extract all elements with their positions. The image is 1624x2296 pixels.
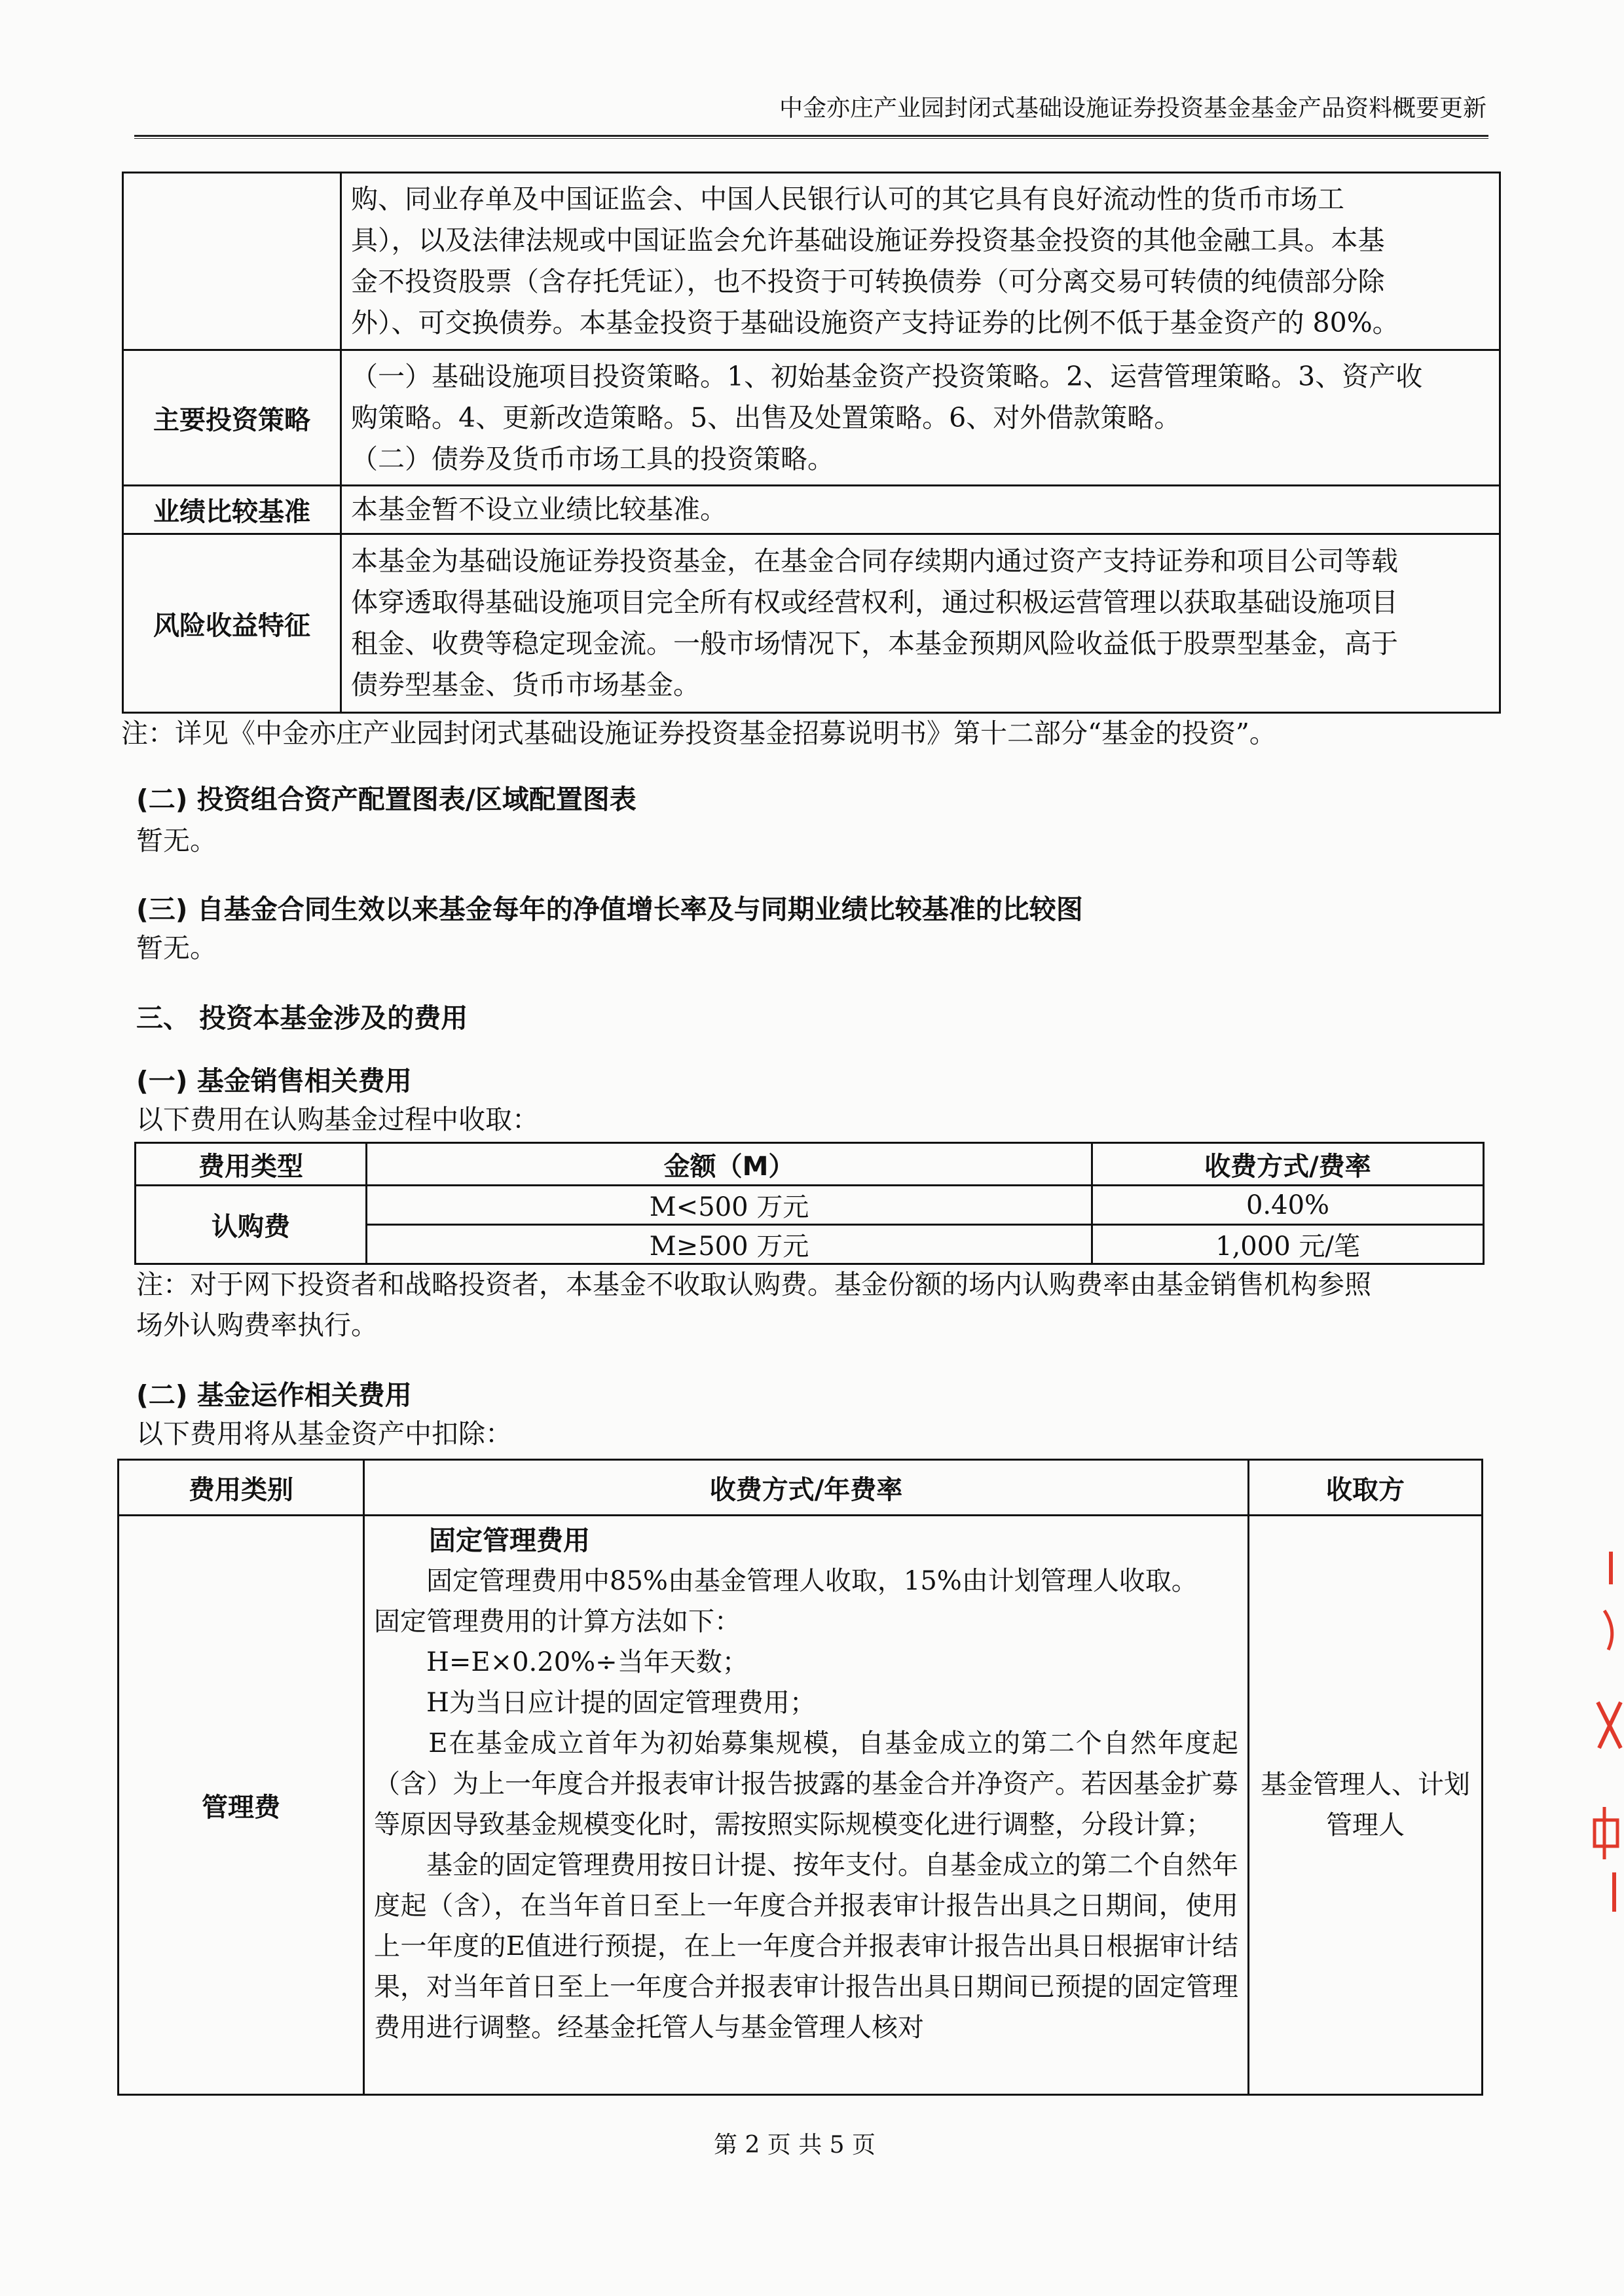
section-allocation-body: 暂无。 — [136, 825, 217, 856]
paragraph: H为当日应计提的固定管理费用； — [374, 1688, 816, 1718]
page-number: 第 2 页 共 5 页 — [714, 2132, 876, 2159]
sales-fee-title: (一) 基金销售相关费用 — [136, 1065, 412, 1097]
table-row — [123, 486, 1500, 534]
sales-note-line2: 场外认购费率执行。 — [136, 1309, 378, 1341]
mgmt-fee-receiver: 基金管理人、计划 管理人 — [1249, 1516, 1483, 2095]
mgmt-fee-body — [364, 1516, 1249, 2095]
part3-title: 三、 投资本基金涉及的费用 — [136, 1002, 468, 1034]
row-content: 购、同业存单及中国证监会、中国人民银行认可的其它具有良好流动性的货币市场工 具），以及法律法规或中国证监会允许基础设施证券投资基金投资的其他金融工具。本基 金不投资股票（含存托凭证），也不投资于可转换债券（可分离交易可转债的纯债部分除 外）、可交换债券。本基金投资于基础设施资产支持证券的比例不低于基金资产的 80%。 — [341, 173, 1500, 350]
rate-cell: 0.40% — [1092, 1186, 1484, 1225]
row-content: 本基金为基础设施证券投资基金，在基金合同存续期内通过资产支持证券和项目公司等载 体穿透取得基础设施项目完全所有权或经营权利，通过积极运营管理以获取基础设施项目 租金、收费等稳定现金流。一般市场情况下，本基金预期风险收益低于股票型基金，高于 债券型基金、货币市场基金。 — [341, 534, 1500, 713]
table-row — [136, 1186, 1484, 1225]
table-row — [123, 350, 1500, 486]
sales-fee-intro: 以下费用在认购基金过程中收取： — [136, 1104, 539, 1135]
paragraph: 固定管理费用的计算方法如下： — [374, 1607, 741, 1637]
seal-fragment-icon — [1585, 1532, 1624, 1925]
row-content: （一）基础设施项目投资策略。1、初始基金资产投资策略。2、运营管理策略。3、资产收 购策略。4、更新改造策略。5、出售及处置策略。6、对外借款策略。 （二）债券及货币市场工具的投资策略。 — [341, 350, 1500, 486]
fund-info-table — [122, 172, 1501, 714]
section-allocation-title: (二) 投资组合资产配置图表/区域配置图表 — [136, 784, 637, 815]
table-header-row — [119, 1460, 1483, 1516]
mgmt-fee-subtitle: 固定管理费用 — [429, 1525, 590, 1556]
header-fee-type: 费用类型 — [136, 1143, 367, 1186]
header-rule-thin — [134, 138, 1488, 139]
header-rule — [134, 135, 1488, 137]
paragraph: 固定管理费用中85%由基金管理人收取，15%由计划管理人收取。 — [374, 1566, 1198, 1596]
section-growth-title: (三) 自基金合同生效以来基金每年的净值增长率及与同期业绩比较基准的比较图 — [136, 894, 1083, 925]
ops-fee-intro: 以下费用将从基金资产中扣除： — [136, 1418, 512, 1449]
rate-cell: 1,000 元/笔 — [1092, 1225, 1484, 1264]
header-rate: 收费方式/费率 — [1092, 1143, 1484, 1186]
row-label-strategy: 主要投资策略 — [123, 350, 341, 486]
paragraph: E在基金成立首年为初始募集规模，自基金成立的第二个自然年度起（含）为上一年度合并报表审计报告披露的基金合并净资产。若因基金扩募等原因导致基金规模变化时，需按照实际规模变化进行调整，分段计算； — [374, 1728, 1238, 1840]
sales-note-line1: 注：对于网下投资者和战略投资者，本基金不收取认购费。基金份额的场内认购费率由基金销售机构参照 — [136, 1269, 1371, 1300]
header-amount: 金额（M） — [367, 1143, 1092, 1186]
ops-fee-table — [117, 1459, 1483, 2096]
header-method: 收费方式/年费率 — [364, 1460, 1249, 1516]
row-label — [123, 173, 341, 350]
amount-cell: M<500 万元 — [367, 1186, 1092, 1225]
sales-fee-table — [134, 1142, 1485, 1265]
header-fee-category: 费用类别 — [119, 1460, 364, 1516]
row-content: 本基金暂不设立业绩比较基准。 — [341, 486, 1500, 534]
header-title: 中金亦庄产业园封闭式基础设施证券投资基金基金产品资料概要更新 — [779, 95, 1486, 122]
table-row — [123, 534, 1500, 713]
row-label-risk: 风险收益特征 — [123, 534, 341, 713]
table-header-row — [136, 1143, 1484, 1186]
mgmt-fee-label: 管理费 — [119, 1516, 364, 2095]
row-label-benchmark: 业绩比较基准 — [123, 486, 341, 534]
table-row — [119, 1516, 1483, 2095]
section-growth-body: 暂无。 — [136, 932, 217, 964]
header-receiver: 收取方 — [1249, 1460, 1483, 1516]
paragraph: 基金的固定管理费用按日计提、按年支付。自基金成立的第二个自然年度起（含），在当年首日至上一年度合并报表审计报告出具之日期间，使用上一年度的E值进行预提，在上一年度合并报表审计报告出具日根据审计结果，对当年首日至上一年度合并报表审计报告出具日期间已预提的固定管理费用进行调整。经基金托管人与基金管理人核对 — [374, 1850, 1238, 2043]
ops-fee-title: (二) 基金运作相关费用 — [136, 1379, 412, 1411]
amount-cell: M≥500 万元 — [367, 1225, 1092, 1264]
paragraph: H=E×0.20%÷当年天数； — [374, 1647, 748, 1677]
fee-type-cell: 认购费 — [136, 1186, 367, 1264]
table1-note: 注：详见《中金亦庄产业园封闭式基础设施证券投资基金招募说明书》第十二部分“基金的投资”。 — [121, 718, 1276, 749]
table-row — [123, 173, 1500, 350]
